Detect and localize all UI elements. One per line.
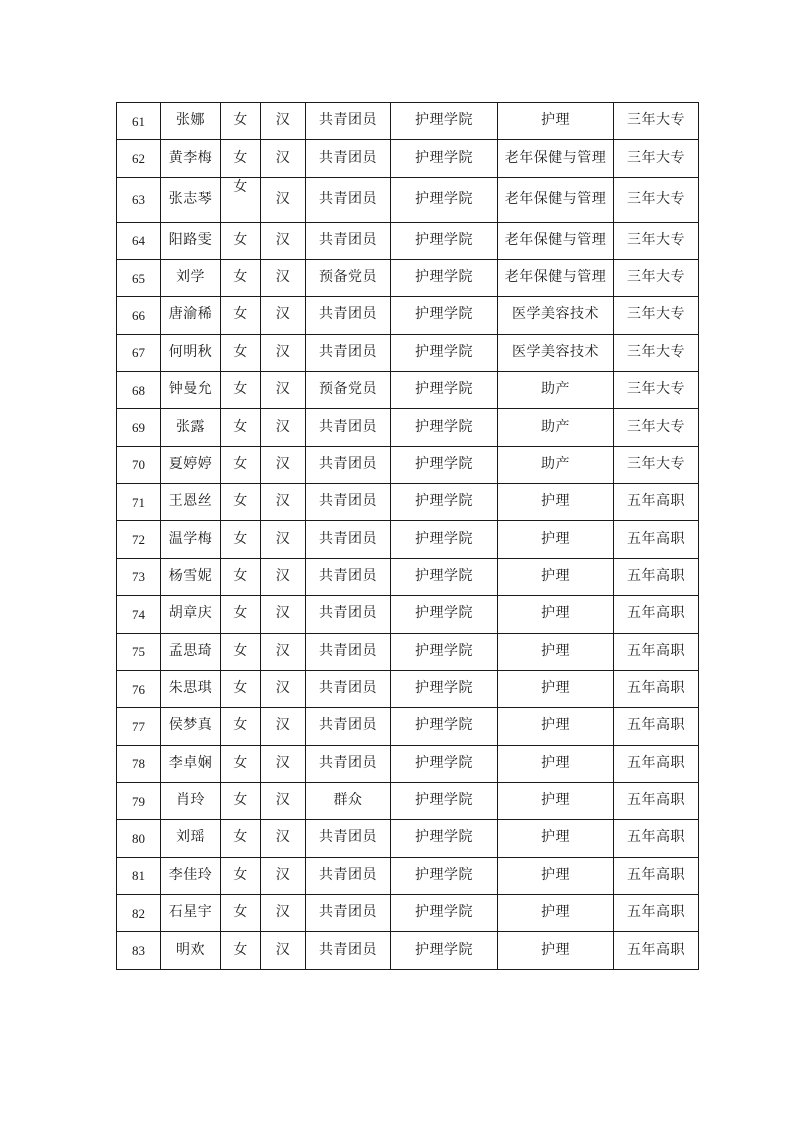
table-cell-college: 护理学院: [391, 446, 498, 483]
student-roster-table: [116, 102, 699, 970]
table-cell-no: 82: [117, 895, 161, 932]
table-cell-major: 护理: [498, 521, 614, 558]
table-cell-program: 三年大专: [614, 140, 699, 177]
table-cell-name: 张露: [161, 409, 221, 446]
table-cell-no: 79: [117, 782, 161, 819]
table-row: [117, 558, 699, 595]
table-cell-name: 张娜: [161, 103, 221, 140]
table-cell-political: 共青团员: [306, 596, 391, 633]
table-cell-college: 护理学院: [391, 558, 498, 595]
table-cell-no: 81: [117, 857, 161, 894]
table-cell-gender: 女: [221, 521, 261, 558]
table-cell-program: 三年大专: [614, 222, 699, 259]
table-cell-program: 五年高职: [614, 708, 699, 745]
table-cell-name: 刘学: [161, 259, 221, 296]
table-cell-gender: 女: [221, 446, 261, 483]
table-cell-college: 护理学院: [391, 633, 498, 670]
table-cell-major: 护理: [498, 895, 614, 932]
table-cell-political: 共青团员: [306, 521, 391, 558]
table-cell-program: 三年大专: [614, 259, 699, 296]
table-cell-ethnicity: 汉: [261, 895, 306, 932]
table-row: [117, 708, 699, 745]
table-cell-no: 74: [117, 596, 161, 633]
gender-text: 女: [233, 179, 248, 195]
table-cell-gender: 女: [221, 103, 261, 140]
table-cell-ethnicity: 汉: [261, 259, 306, 296]
table-cell-no: 65: [117, 259, 161, 296]
table-cell-ethnicity: 汉: [261, 334, 306, 371]
table-cell-name: 张志琴: [161, 177, 221, 222]
table-cell-gender: 女: [221, 633, 261, 670]
table-cell-program: 五年高职: [614, 745, 699, 782]
table-cell-college: 护理学院: [391, 932, 498, 970]
table-cell-ethnicity: 汉: [261, 103, 306, 140]
table-cell-college: 护理学院: [391, 372, 498, 409]
table-cell-ethnicity: 汉: [261, 484, 306, 521]
table-cell-no: 77: [117, 708, 161, 745]
table-cell-name: 何明秋: [161, 334, 221, 371]
table-cell-major: 护理: [498, 708, 614, 745]
table-cell-name: 夏婷婷: [161, 446, 221, 483]
table-cell-gender: 女: [221, 297, 261, 334]
table-cell-college: 护理学院: [391, 222, 498, 259]
table-row: [117, 596, 699, 633]
roster-table-body: [117, 103, 699, 970]
table-cell-program: 五年高职: [614, 670, 699, 707]
table-cell-gender: 女: [221, 334, 261, 371]
table-cell-no: 67: [117, 334, 161, 371]
table-cell-program: 五年高职: [614, 857, 699, 894]
table-cell-name: 肖玲: [161, 782, 221, 819]
table-cell-political: 预备党员: [306, 259, 391, 296]
table-cell-program: 五年高职: [614, 521, 699, 558]
table-cell-political: 共青团员: [306, 334, 391, 371]
table-cell-political: 共青团员: [306, 297, 391, 334]
table-cell-political: 共青团员: [306, 745, 391, 782]
table-cell-program: 三年大专: [614, 409, 699, 446]
table-cell-major: 医学美容技术: [498, 297, 614, 334]
table-cell-name: 温学梅: [161, 521, 221, 558]
table-cell-name: 明欢: [161, 932, 221, 970]
table-cell-ethnicity: 汉: [261, 558, 306, 595]
table-cell-name: 阳路雯: [161, 222, 221, 259]
table-cell-program: 三年大专: [614, 177, 699, 222]
table-cell-name: 胡章庆: [161, 596, 221, 633]
table-row: [117, 177, 699, 222]
table-cell-name: 钟曼允: [161, 372, 221, 409]
table-cell-name: 刘瑶: [161, 820, 221, 857]
table-cell-gender: 女: [221, 745, 261, 782]
table-cell-program: 五年高职: [614, 633, 699, 670]
table-cell-college: 护理学院: [391, 895, 498, 932]
table-cell-ethnicity: 汉: [261, 633, 306, 670]
table-cell-program: 三年大专: [614, 446, 699, 483]
table-cell-ethnicity: 汉: [261, 140, 306, 177]
table-row: [117, 334, 699, 371]
table-cell-political: 共青团员: [306, 222, 391, 259]
table-cell-program: 三年大专: [614, 297, 699, 334]
table-cell-no: 71: [117, 484, 161, 521]
table-cell-no: 76: [117, 670, 161, 707]
table-cell-political: 共青团员: [306, 409, 391, 446]
table-cell-ethnicity: 汉: [261, 932, 306, 970]
table-row: [117, 409, 699, 446]
table-cell-no: 80: [117, 820, 161, 857]
table-cell-major: 护理: [498, 820, 614, 857]
table-cell-major: 护理: [498, 484, 614, 521]
table-cell-political: 共青团员: [306, 895, 391, 932]
table-cell-program: 五年高职: [614, 895, 699, 932]
table-cell-no: 68: [117, 372, 161, 409]
table-cell-gender: 女: [221, 409, 261, 446]
table-cell-gender: 女: [221, 484, 261, 521]
table-cell-no: 78: [117, 745, 161, 782]
table-cell-ethnicity: 汉: [261, 222, 306, 259]
table-row: [117, 140, 699, 177]
table-cell-political: 共青团员: [306, 932, 391, 970]
table-cell-gender: 女: [221, 222, 261, 259]
table-cell-gender: 女: [221, 372, 261, 409]
table-cell-political: 共青团员: [306, 177, 391, 222]
table-cell-ethnicity: 汉: [261, 372, 306, 409]
table-cell-name: 石星宇: [161, 895, 221, 932]
table-row: [117, 857, 699, 894]
table-cell-ethnicity: 汉: [261, 521, 306, 558]
table-cell-no: 61: [117, 103, 161, 140]
table-cell-major: 老年保健与管理: [498, 140, 614, 177]
table-cell-name: 李卓娴: [161, 745, 221, 782]
table-cell-political: 预备党员: [306, 372, 391, 409]
table-cell-gender: 女: [221, 932, 261, 970]
table-cell-no: 73: [117, 558, 161, 595]
table-row: [117, 670, 699, 707]
table-cell-gender: 女: [221, 782, 261, 819]
table-cell-major: 老年保健与管理: [498, 222, 614, 259]
table-row: [117, 372, 699, 409]
table-cell-major: 老年保健与管理: [498, 177, 614, 222]
table-cell-political: 共青团员: [306, 446, 391, 483]
table-cell-major: 护理: [498, 633, 614, 670]
table-cell-college: 护理学院: [391, 140, 498, 177]
table-cell-political: 共青团员: [306, 857, 391, 894]
table-cell-college: 护理学院: [391, 857, 498, 894]
table-cell-name: 王恩丝: [161, 484, 221, 521]
table-cell-major: 护理: [498, 596, 614, 633]
table-cell-major: 医学美容技术: [498, 334, 614, 371]
table-cell-no: 63: [117, 177, 161, 222]
table-cell-gender: 女: [221, 259, 261, 296]
table-cell-gender: 女: [221, 820, 261, 857]
table-cell-name: 侯梦真: [161, 708, 221, 745]
table-cell-gender: 女: [221, 895, 261, 932]
table-cell-gender: 女: [221, 140, 261, 177]
table-cell-no: 66: [117, 297, 161, 334]
table-row: [117, 895, 699, 932]
table-row: [117, 782, 699, 819]
table-cell-name: 朱思琪: [161, 670, 221, 707]
table-cell-program: 三年大专: [614, 103, 699, 140]
table-cell-program: 五年高职: [614, 782, 699, 819]
table-cell-political: 共青团员: [306, 633, 391, 670]
table-cell-political: 共青团员: [306, 670, 391, 707]
table-cell-college: 护理学院: [391, 820, 498, 857]
table-row: [117, 633, 699, 670]
table-cell-name: 孟思琦: [161, 633, 221, 670]
table-row: [117, 484, 699, 521]
table-cell-major: 助产: [498, 372, 614, 409]
table-cell-ethnicity: 汉: [261, 409, 306, 446]
table-cell-program: 三年大专: [614, 372, 699, 409]
table-cell-college: 护理学院: [391, 259, 498, 296]
table-cell-college: 护理学院: [391, 484, 498, 521]
table-cell-gender: [221, 177, 261, 222]
table-cell-program: 五年高职: [614, 484, 699, 521]
table-cell-ethnicity: 汉: [261, 745, 306, 782]
table-cell-major: 老年保健与管理: [498, 259, 614, 296]
table-row: [117, 932, 699, 970]
table-row: [117, 446, 699, 483]
table-cell-no: 72: [117, 521, 161, 558]
table-cell-college: 护理学院: [391, 708, 498, 745]
table-cell-name: 杨雪妮: [161, 558, 221, 595]
table-cell-program: 五年高职: [614, 558, 699, 595]
table-cell-ethnicity: 汉: [261, 596, 306, 633]
table-cell-no: 75: [117, 633, 161, 670]
table-cell-program: 三年大专: [614, 334, 699, 371]
table-cell-political: 共青团员: [306, 820, 391, 857]
table-cell-college: 护理学院: [391, 670, 498, 707]
table-cell-ethnicity: 汉: [261, 446, 306, 483]
table-cell-program: 五年高职: [614, 820, 699, 857]
table-cell-program: 五年高职: [614, 932, 699, 970]
table-row: [117, 820, 699, 857]
table-cell-major: 护理: [498, 782, 614, 819]
table-row: [117, 745, 699, 782]
table-cell-gender: 女: [221, 670, 261, 707]
table-cell-college: 护理学院: [391, 334, 498, 371]
table-cell-no: 69: [117, 409, 161, 446]
table-cell-ethnicity: 汉: [261, 820, 306, 857]
table-cell-major: 护理: [498, 857, 614, 894]
table-cell-ethnicity: 汉: [261, 782, 306, 819]
table-row: [117, 259, 699, 296]
table-cell-college: 护理学院: [391, 297, 498, 334]
table-cell-college: 护理学院: [391, 596, 498, 633]
table-cell-ethnicity: 汉: [261, 708, 306, 745]
table-cell-political: 共青团员: [306, 484, 391, 521]
table-cell-college: 护理学院: [391, 103, 498, 140]
table-cell-name: 唐渝稀: [161, 297, 221, 334]
table-cell-political: 群众: [306, 782, 391, 819]
table-cell-major: 助产: [498, 446, 614, 483]
table-cell-political: 共青团员: [306, 708, 391, 745]
table-cell-gender: 女: [221, 596, 261, 633]
table-cell-political: 共青团员: [306, 558, 391, 595]
table-row: [117, 222, 699, 259]
table-cell-no: 62: [117, 140, 161, 177]
table-cell-political: 共青团员: [306, 140, 391, 177]
table-cell-college: 护理学院: [391, 521, 498, 558]
table-cell-no: 64: [117, 222, 161, 259]
table-cell-no: 83: [117, 932, 161, 970]
table-cell-major: 助产: [498, 409, 614, 446]
table-row: [117, 297, 699, 334]
table-row: [117, 103, 699, 140]
table-cell-ethnicity: 汉: [261, 670, 306, 707]
table-cell-name: 李佳玲: [161, 857, 221, 894]
table-cell-ethnicity: 汉: [261, 177, 306, 222]
table-cell-political: 共青团员: [306, 103, 391, 140]
table-cell-gender: 女: [221, 558, 261, 595]
table-cell-major: 护理: [498, 558, 614, 595]
table-cell-program: 五年高职: [614, 596, 699, 633]
table-cell-major: 护理: [498, 932, 614, 970]
table-cell-college: 护理学院: [391, 409, 498, 446]
table-row: [117, 521, 699, 558]
table-cell-college: 护理学院: [391, 745, 498, 782]
table-cell-ethnicity: 汉: [261, 297, 306, 334]
table-cell-major: 护理: [498, 103, 614, 140]
table-cell-gender: 女: [221, 708, 261, 745]
table-cell-ethnicity: 汉: [261, 857, 306, 894]
table-cell-gender: 女: [221, 857, 261, 894]
table-cell-college: 护理学院: [391, 177, 498, 222]
table-cell-major: 护理: [498, 745, 614, 782]
table-cell-college: 护理学院: [391, 782, 498, 819]
table-cell-name: 黄李梅: [161, 140, 221, 177]
table-cell-major: 护理: [498, 670, 614, 707]
table-cell-no: 70: [117, 446, 161, 483]
